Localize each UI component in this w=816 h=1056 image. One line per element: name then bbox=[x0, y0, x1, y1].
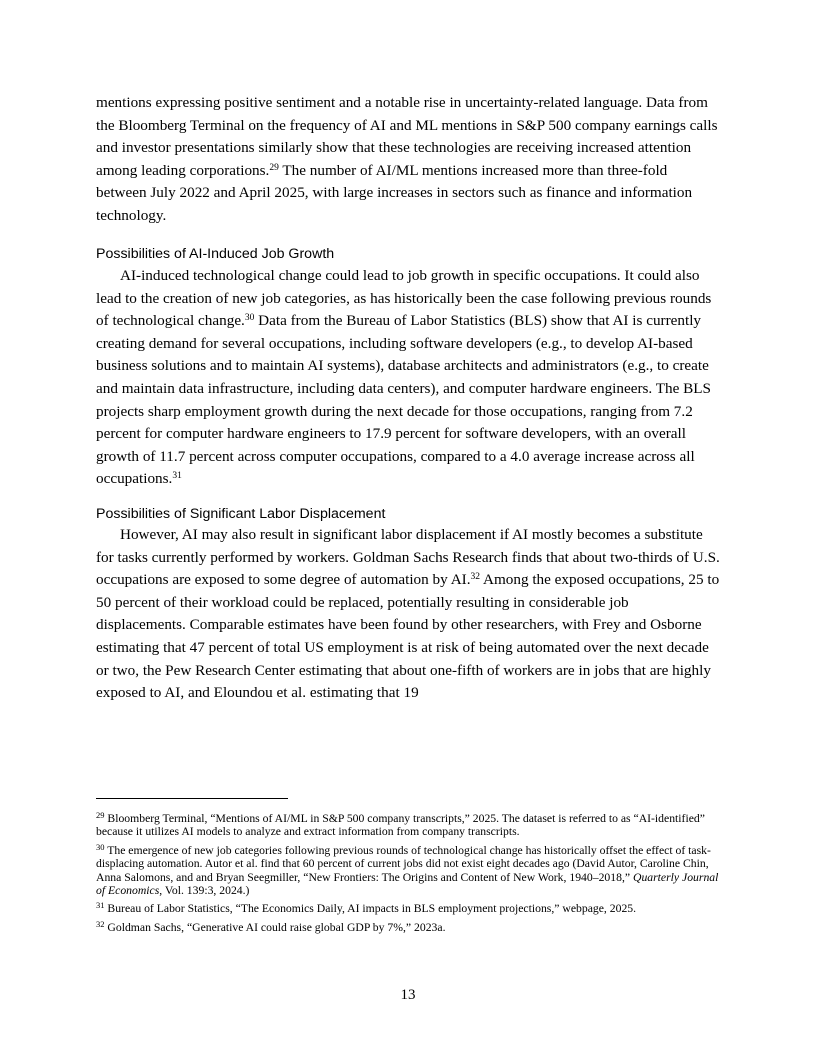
footnote-number: 30 bbox=[96, 841, 105, 852]
footnote-text: Goldman Sachs, “Generative AI could raise global GDP by 7%,” 2023a. bbox=[104, 920, 446, 934]
footnote-30 bbox=[96, 841, 721, 898]
paragraph-job-growth bbox=[96, 265, 721, 491]
footnote-ref-32[interactable]: 32 bbox=[470, 572, 481, 583]
footnotes bbox=[96, 812, 721, 939]
footnote-text: Bureau of Labor Statistics, “The Economics Daily, AI impacts in BLS employment projections,” webpage, 2025. bbox=[104, 902, 637, 916]
footnote-32 bbox=[96, 918, 721, 934]
footnote-29 bbox=[96, 812, 721, 839]
paragraph-text: Among the exposed occupations, 25 to 50 percent of their workload could be replaced, potentially resulting in considerable job displacements. Comparable estimates have been found by other researchers, with Frey and Osborne estimating that 47 percent of total US employment is at risk of being automated over the next decade or two, the Pew Research Center estimating that about one-fifth of workers are in jobs that are highly exposed to AI, and Eloundou et al. estimating that 19 bbox=[96, 571, 720, 702]
paragraph-text: Data from the Bureau of Labor Statistics (BLS) show that AI is currently creating demand for several occupations, including software developers (e.g., to develop AI-based business solutions and to maintain AI systems), database architects and administrators (e.g., to create and maintain data infrastructure, including data centers), and computer hardware engineers. The BLS projects sharp employment growth during the next decade for those occupations, ranging from 7.2 percent for computer hardware engineers to 17.9 percent for software developers, with an overall growth of 11.7 percent across computer occupations, compared to a 4.0 average increase across all occupations. bbox=[96, 312, 712, 488]
section-heading-labor-displacement: Possibilities of Significant Labor Displacement bbox=[96, 506, 386, 522]
paragraph-ai-mentions bbox=[96, 92, 721, 228]
footnote-31 bbox=[96, 902, 721, 915]
section-heading-job-growth: Possibilities of AI-Induced Job Growth bbox=[96, 246, 335, 262]
footnote-ref-29[interactable]: 29 bbox=[269, 162, 279, 173]
page-number: 13 bbox=[400, 987, 416, 1003]
paragraph-text: AI-induced technological change could lead to job growth in specific occupations. It could also lead to the creation of new job categories, as has historically been the case following previous rounds of technological change. bbox=[96, 267, 712, 330]
paragraph-labor-displacement bbox=[96, 524, 721, 705]
footnote-number: 32 bbox=[96, 918, 105, 929]
footnote-number: 29 bbox=[96, 810, 105, 820]
footnote-ref-31[interactable]: 31 bbox=[172, 471, 182, 482]
footnote-text: , Vol. 139:3, 2024.) bbox=[159, 884, 250, 898]
footnote-text: The emergence of new job categories following previous rounds of technological change has historically offset the effect of task-displacing automation. Autor et al. find that 60 percent of current jobs did not exist eight decades ago (David Autor, Caroline Chin, Anna Salomons, and and Bryan Seegmiller, “New Frontiers: The Origins and Content of New Work, 1940–2018,” bbox=[96, 843, 711, 884]
paragraph-text: The number of AI/ML mentions increased more than three-fold between July 2022 and April 2025, with large increases in sectors such as finance and information technology. bbox=[96, 161, 693, 224]
footnote-number: 31 bbox=[96, 900, 105, 911]
paragraph-text: However, AI may also result in significant labor displacement if AI mostly becomes a substitute for tasks currently performed by workers. Goldman Sachs Research finds that about two-thirds of U.S. occupations are exposed to some degree of automation by AI. bbox=[96, 526, 720, 589]
paragraph-text: mentions expressing positive sentiment and a notable rise in uncertainty-related language. Data from the Bloomberg Terminal on the frequency of AI and ML mentions in S&P 500 company earnings calls and investor presentations similarly show that these technologies are receiving increased attention among leading corporations. bbox=[96, 94, 718, 179]
footnote-text: Bloomberg Terminal, “Mentions of AI/ML in S&P 500 company transcripts,” 2025. The dataset is referred to as “AI-identified” because it utilizes AI models to analyze and extract information from company transcripts. bbox=[96, 812, 705, 839]
footnote-ref-30[interactable]: 30 bbox=[244, 313, 255, 324]
journal-title: Quarterly Journal of Economics bbox=[96, 870, 719, 898]
footnote-separator bbox=[96, 798, 288, 799]
